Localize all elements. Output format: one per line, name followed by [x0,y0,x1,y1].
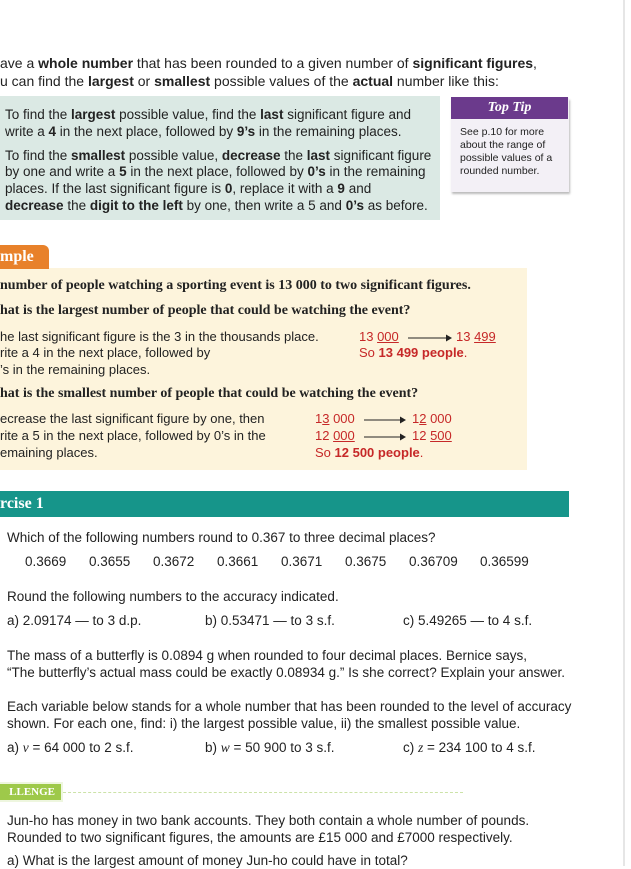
challenge-line1: Jun-ho has money in two bank accounts. They both contain a whole number of pounds. [7,813,530,828]
q2-part-a: a) 2.09174 — to 3 d.p. [7,613,142,628]
q1-option: 0.36599 [480,554,529,569]
method-smallest-line4: decrease the digit to the left by one, then write a 5 and 0’s as before. [5,198,428,213]
arrow-a [408,334,452,342]
example-a-line1: he last significant figure is the 3 in the thousands place. [0,329,319,344]
q1-option: 0.3661 [217,554,259,569]
example-b-line1: ecrease the last significant figure by one, then [0,411,265,426]
method-largest-line1: To find the largest possible value, find the last significant figure and [5,107,412,122]
challenge-part-a: a) What is the largest amount of money Jun-ho could have in total? [7,853,408,868]
challenge-tag: LLENGE [0,782,63,802]
q1-text: Which of the following numbers round to 0.367 to three decimal places? [7,530,436,545]
working-b1-from: 13 000 [315,411,355,426]
q3-line2: “The butterfly’s actual mass could be exactly 0.08934 g.” Is she correct? Explain your answer. [7,665,566,680]
q1-option: 0.36709 [409,554,458,569]
q4-part-b: b) w = 50 900 to 3 s.f. [205,740,335,755]
q4-part-a: a) v = 64 000 to 2 s.f. [7,740,134,755]
q2-part-b: b) 0.53471 — to 3 s.f. [205,613,335,628]
exercise-title: rcise 1 [0,495,44,512]
example-b-line2: rite a 5 in the next place, followed by 0’s in the [0,428,266,443]
q1-option: 0.3655 [89,554,131,569]
method-box [0,96,440,220]
method-smallest-line3: places. If the last significant figure is 0, replace it with a 9 and [5,181,372,196]
exercise-header-bar [0,491,569,517]
q2-text: Round the following numbers to the accuracy indicated. [7,589,339,604]
working-b1-to: 12 000 [412,411,452,426]
method-largest-line2: write a 4 in the next place, followed by 9’s in the remaining places. [5,124,402,139]
example-tab: mple [0,245,49,269]
example-a-line2: rite a 4 in the next place, followed by [0,345,211,360]
q1-option: 0.3671 [281,554,323,569]
q4-line1: Each variable below stands for a whole number that has been rounded to the level of accuracy [7,699,572,714]
q1-option: 0.3672 [153,554,195,569]
working-a-to: 13 499 [456,329,496,344]
top-tip-title: Top Tip [451,97,568,119]
top-tip-text: See p.10 for more about the range of possible values of a rounded number. [460,126,553,177]
q4-line2: shown. For each one, find: i) the largest possible value, ii) the smallest possible value. [7,716,521,731]
method-smallest-line1: To find the smallest possible value, decrease the last significant figure [5,148,432,163]
q1-option: 0.3675 [345,554,387,569]
page-edge [623,0,625,866]
working-a-result: So 13 499 people. [359,345,468,360]
method-smallest-line2: by one and write a 5 in the next place, followed by 0’s in the remaining [5,164,426,179]
working-b2-from: 12 000 [315,428,355,443]
arrow-b2 [364,433,406,441]
example-question-b: hat is the smallest number of people that could be watching the event? [0,386,419,401]
working-b2-to: 12 500 [412,428,452,443]
q1-option: 0.3669 [25,554,67,569]
q2-part-c: c) 5.49265 — to 4 s.f. [403,613,533,628]
example-a-line3: ’s in the remaining places. [0,362,151,377]
example-box [0,268,527,470]
q3-line1: The mass of a butterfly is 0.0894 g when rounded to four decimal places. Bernice says, [7,648,528,663]
intro-text: ave a whole number that has been rounded to a given number of significant figures, u can find the largest or smallest possible values of the actual number like this: [0,55,537,89]
working-a-from: 13 000 [359,329,399,344]
example-statement: number of people watching a sporting event is 13 000 to two significant figures. [0,278,471,293]
challenge-divider [63,792,463,793]
example-question-a: hat is the largest number of people that could be watching the event? [0,303,411,318]
arrow-b1 [364,416,406,424]
working-b-result: So 12 500 people. [315,445,424,460]
q4-part-c: c) z = 234 100 to 4 s.f. [403,740,536,755]
challenge-line2: Rounded to two significant figures, the amounts are £15 000 and £7000 respectively. [7,830,513,845]
example-b-line3: emaining places. [0,445,98,460]
